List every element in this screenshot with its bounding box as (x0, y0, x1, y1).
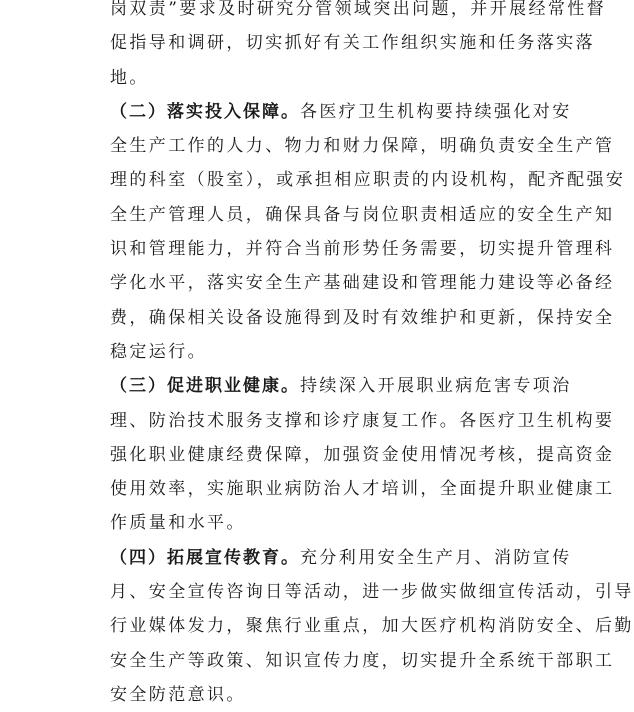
paragraph-publicity-education (110, 541, 634, 712)
text-line: 理的科室（股室），或承担相应职责的内设机构，配齐配强安 (110, 170, 626, 191)
text-line (110, 369, 572, 403)
text-line (110, 95, 572, 129)
paragraph-investment-guarantee (110, 95, 626, 369)
text-line: 理、防治技术服务支撑和诊疗康复工作。各医疗卫生机构要 (110, 410, 615, 431)
text-line: 全生产工作的人力、物力和财力保障，明确负责安全生产管 (110, 136, 615, 157)
text-line: 地。 (110, 67, 149, 88)
text-line: 作质量和水平。 (110, 513, 246, 534)
text-line: 安全防范意识。 (110, 684, 246, 705)
document-body (110, 0, 634, 712)
text-line: 促指导和调研，切实抓好有关工作组织实施和任务落实落 (110, 33, 595, 54)
text-fragment: 各医疗卫生机构要持续强化对安 (300, 101, 572, 122)
text-fragment: 充分利用安全生产月、消防宣传 (300, 547, 572, 568)
paragraph-occupational-health (110, 369, 615, 540)
section-heading: （四）拓展宣传教育。 (110, 547, 300, 568)
text-line: 稳定运行。 (110, 341, 207, 362)
text-line: 识和管理能力，并符合当前形势任务需要，切实提升管理科 (110, 239, 615, 260)
text-line: 安全生产等政策、知识宣传力度，切实提升全系统干部职工 (110, 650, 615, 671)
text-line: 费，确保相关设备设施得到及时有效维护和更新，保持安全 (110, 307, 615, 328)
text-fragment: 持续深入开展职业病危害专项治 (300, 376, 572, 397)
text-line: 月、安全宣传咨询日等活动，进一步做实做细宣传活动，引导 (110, 582, 634, 603)
text-line: 全生产管理人员，确保具备与岗位职责相适应的安全生产知 (110, 204, 615, 225)
section-heading: （二）落实投入保障。 (110, 101, 300, 122)
text-line: 使用效率，实施职业病防治人才培训，全面提升职业健康工 (110, 479, 615, 500)
text-line: 行业媒体发力，聚焦行业重点，加大医疗机构消防安全、后勤 (110, 616, 634, 637)
section-heading: （三）促进职业健康。 (110, 376, 300, 397)
text-line: 强化职业健康经费保障，加强资金使用情况考核，提高资金 (110, 444, 615, 465)
paragraph-continuation (110, 0, 607, 95)
text-line: 学化水平，落实安全生产基础建设和管理能力建设等必备经 (110, 273, 615, 294)
text-line: 岗双责”要求及时研究分管领域突出问题，并开展经常性督 (110, 0, 607, 19)
text-line (110, 541, 572, 575)
